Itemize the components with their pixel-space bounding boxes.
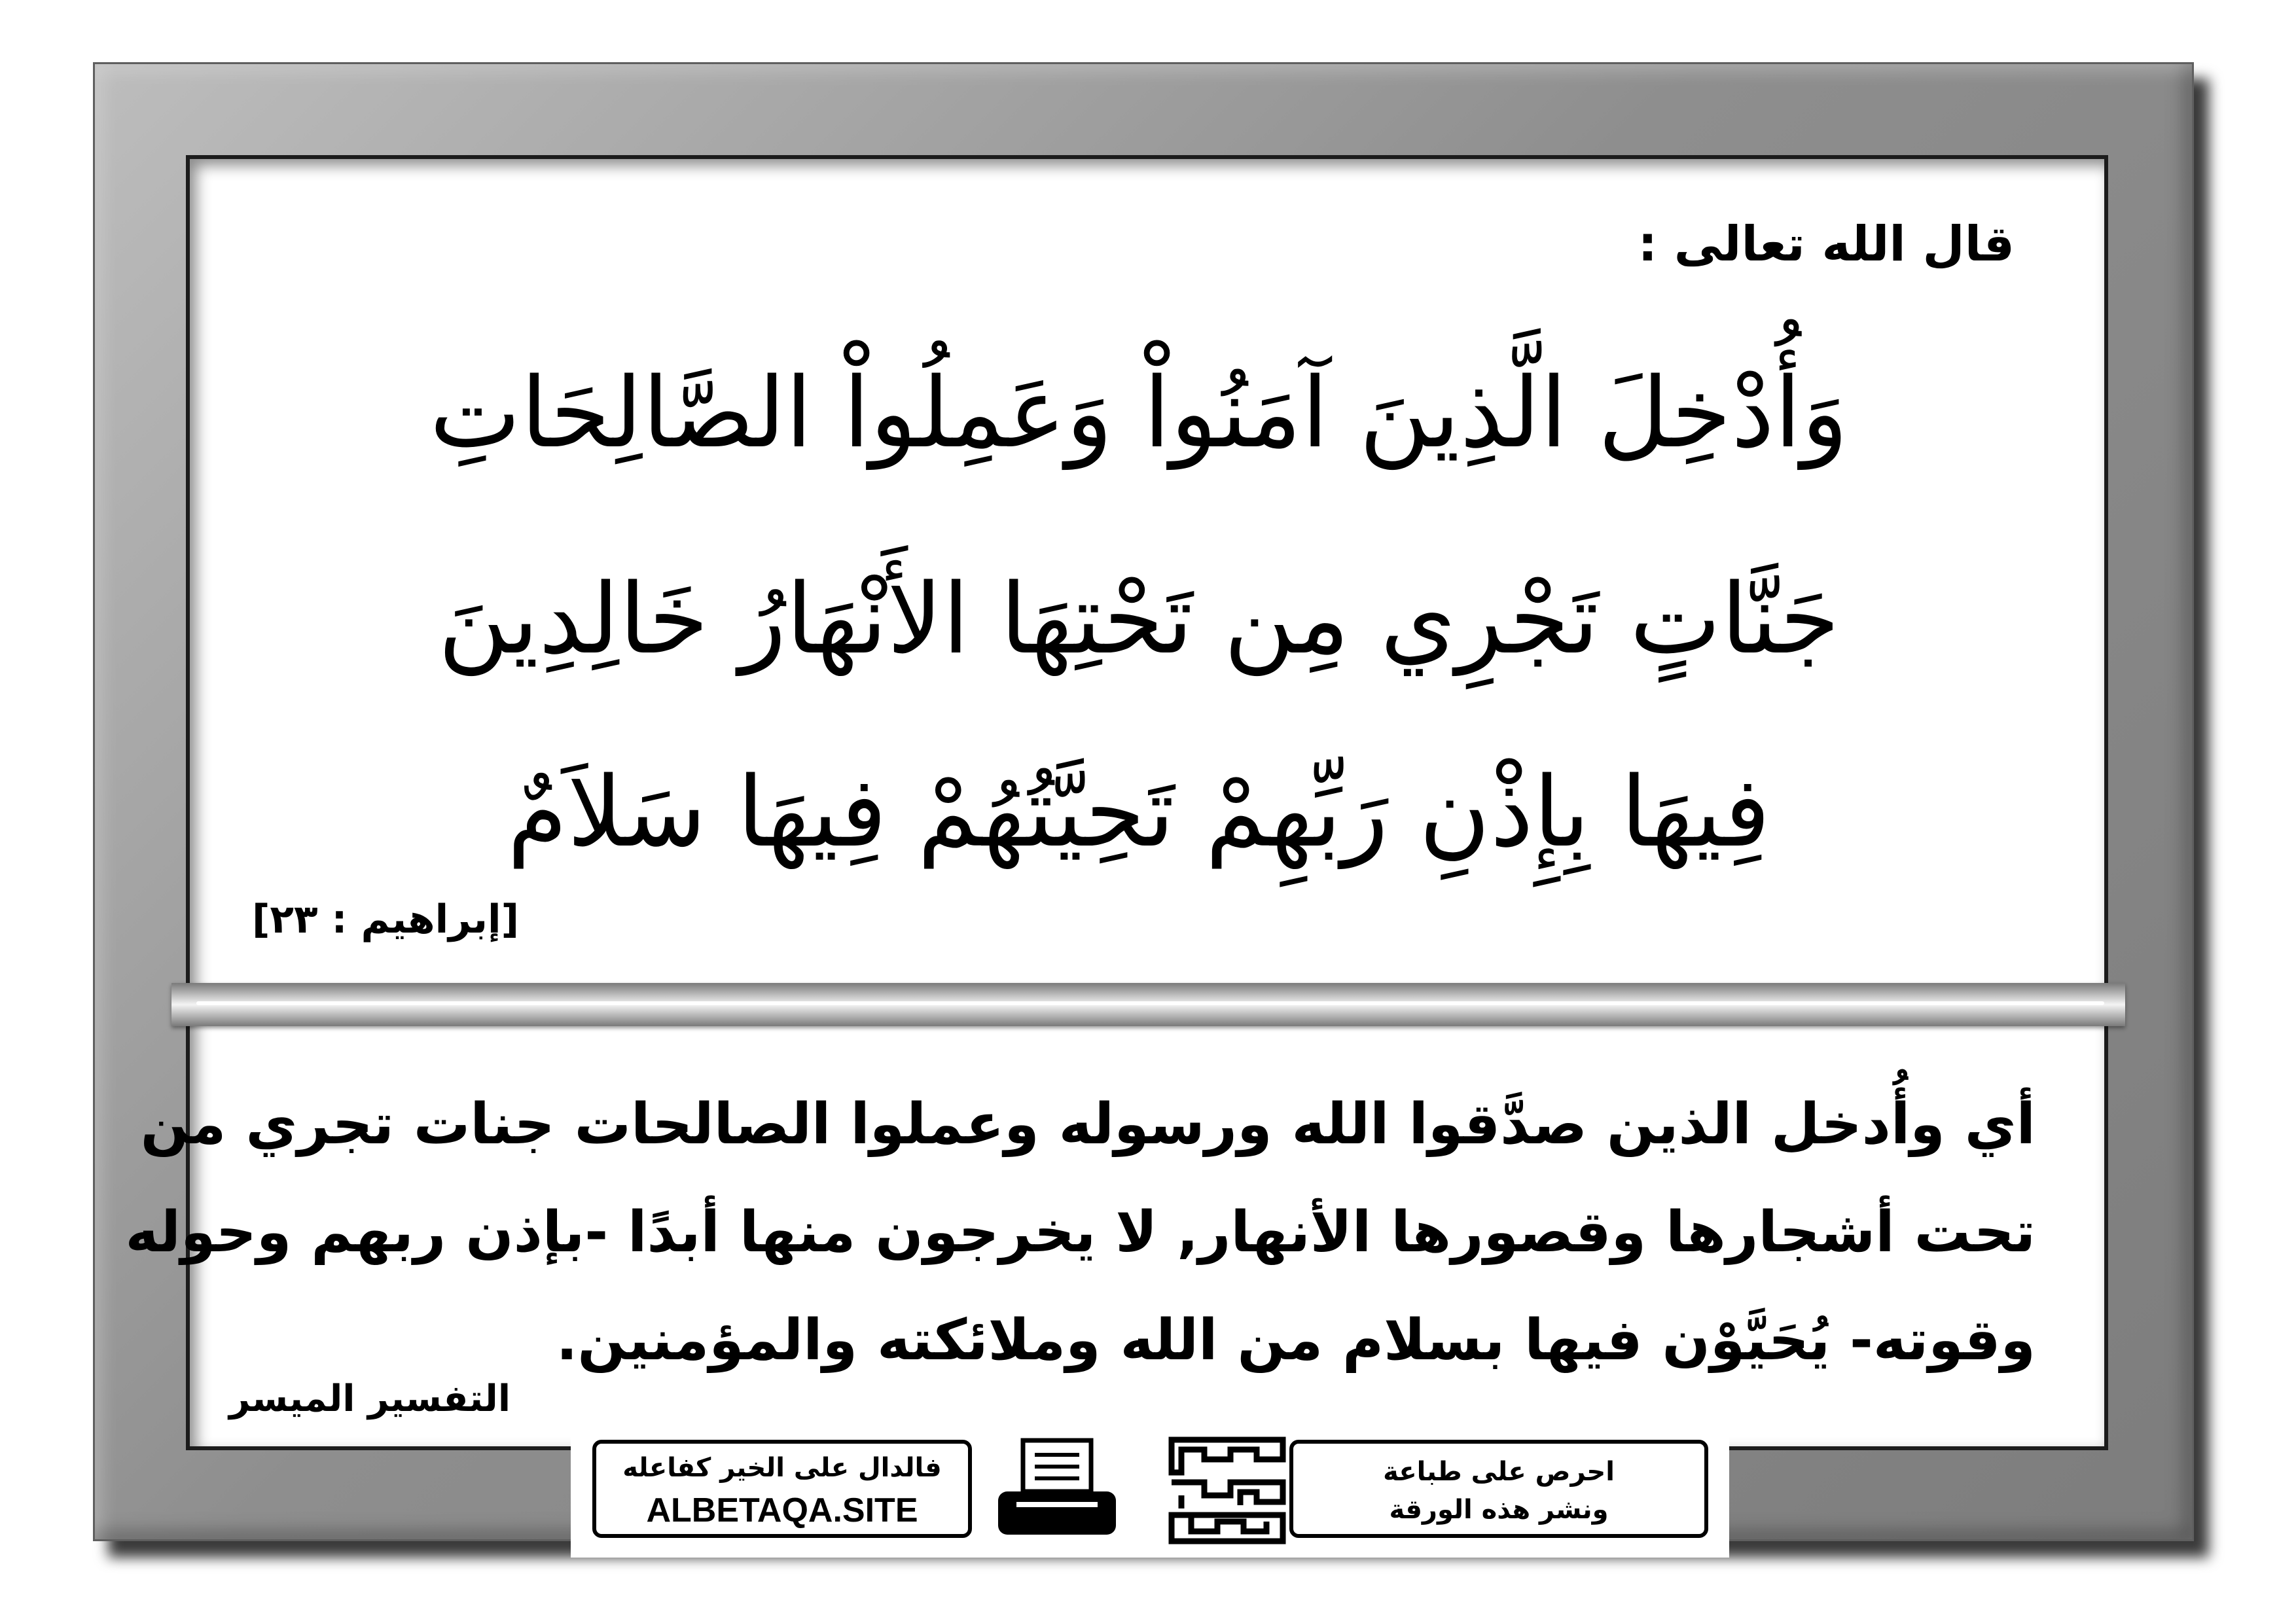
printer-icon <box>992 1436 1122 1541</box>
footer-site-link[interactable]: ALBETAQA.SITE <box>646 1491 918 1529</box>
divider-highlight <box>196 1001 2104 1005</box>
verse-reference: [إبراهيم : ٢٣] <box>252 897 519 942</box>
verse-line-3: فِيهَا بِإِذْنِ رَبِّهِمْ تَحِيَّتُهُمْ فِيهَا سَلاَمٌ <box>507 756 1770 868</box>
verse-line-2: جَنَّاتٍ تَجْرِي مِن تَحْتِهَا الأَنْهَارُ خَالِدِينَ <box>438 563 1840 675</box>
footer-site-box <box>592 1440 972 1538</box>
footer-print-box <box>1289 1440 1708 1538</box>
tafsir-line-2: تحت أشجارها وقصورها الأنهار, لا يخرجون منها أبدًا -بإذن ربهم وحوله <box>125 1200 2036 1265</box>
verse-line-1: وَأُدْخِلَ الَّذِينَ آمَنُواْ وَعَمِلُواْ الصَّالِحَاتِ <box>429 357 1848 469</box>
tafsir-line-3: وقوته- يُحَيَّوْن فيها بسلام من الله وملائكته والمؤمنين. <box>556 1308 2036 1373</box>
tafsir-source: التفسير الميسر <box>229 1378 511 1420</box>
footer-print-line-1: احرص على طباعة <box>1383 1457 1615 1487</box>
tafsir-line-1: أي وأُدخل الذين صدَّقوا الله ورسوله وعملوا الصالحات جنات تجري من <box>140 1092 2036 1157</box>
dawah-bil-waraqa-logo-icon <box>1165 1433 1289 1548</box>
footer-motto: فالدال على الخير كفاعله <box>622 1453 942 1483</box>
footer-print-line-2: ونشر هذه الورقة <box>1389 1495 1609 1525</box>
heading: قال الله تعالى : <box>1638 216 2015 272</box>
